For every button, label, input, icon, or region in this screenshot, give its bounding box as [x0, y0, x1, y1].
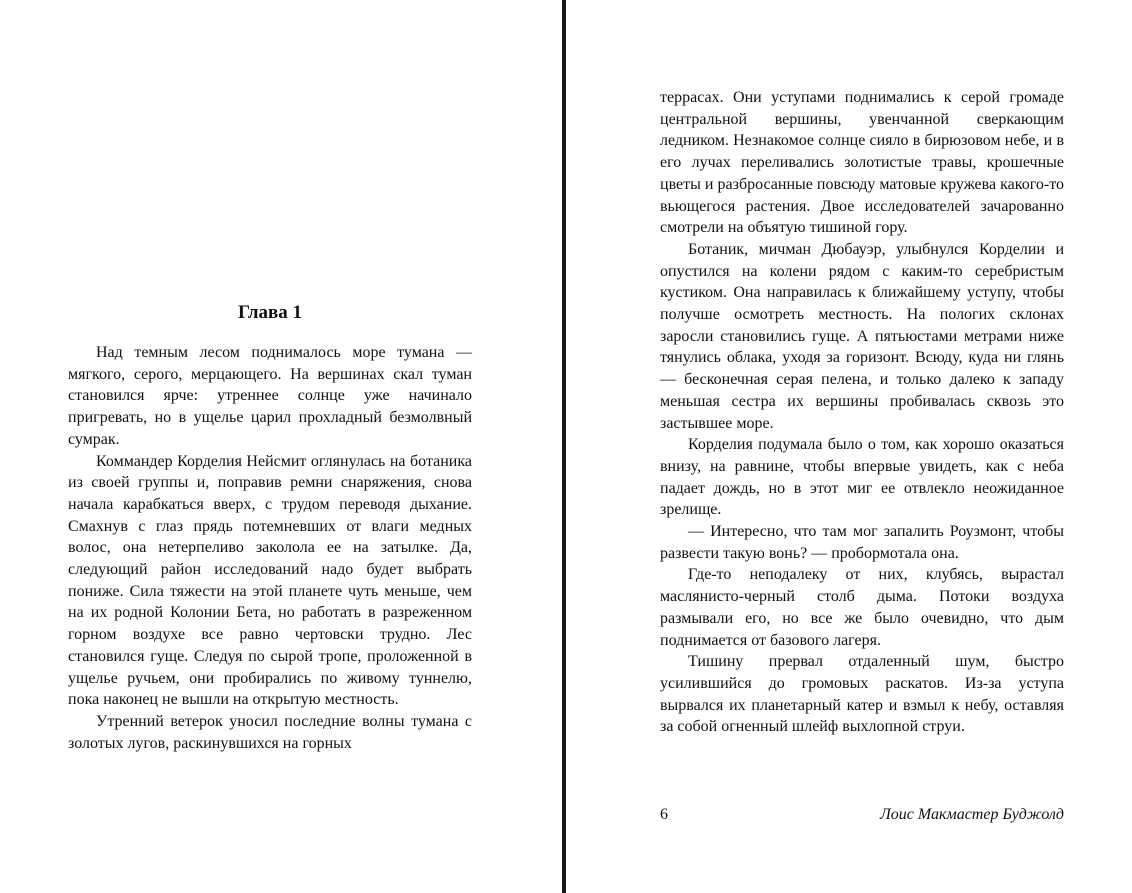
left-page-text — [68, 342, 472, 754]
right-page-text — [660, 87, 1064, 738]
page-number: 6 — [660, 806, 668, 823]
paragraph: террасах. Они уступами поднимались к серой громаде центральной вершины, увенчанной сверкающим ледником. Незнакомое солнце сияло в бирюзовом небе, и в его лучах переливались золотистые травы, крошечные цветы и разбросанные повсюду матовые кружева какого-то вьющегося растения. Двое исследователей зачарованно смотрели на объятую тишиной гору. — [660, 89, 1064, 237]
paragraph: Над темным лесом поднималось море тумана — мягкого, серого, мерцающего. На вершинах скал туман становился ярче: утреннее солнце уже начинало пригревать, но в ущелье царил прохладный безмолвный сумрак. — [68, 344, 472, 448]
running-author: Лоис Макмастер Буджолд — [879, 806, 1064, 823]
paragraph: Где-то неподалеку от них, клубясь, вырастал маслянисто-черный столб дыма. Потоки воздуха размывали его, но все же было очевидно, что дым поднимается от базового лагеря. — [660, 566, 1064, 649]
page-footer — [660, 803, 1064, 827]
paragraph: Ботаник, мичман Дюбауэр, улыбнулся Корделии и опустился на колени рядом с каким-то серебристым кустиком. Она направилась к ближайшему уступу, чтобы получше осмотреть местность. На пологих склонах заросли становились гуще. А пятьюстами метрами ниже тянулись облака, уходя за горизонт. Всюду, куда ни глянь — бесконечная серая пелена, и только далеко к западу меньшая сестра их вершины пробивалась сквозь это застывшее море. — [660, 240, 1064, 432]
paragraph: Тишину прервал отдаленный шум, быстро усилившийся до громовых раскатов. Из-за уступа вырвался их планетарный катер и взмыл к небу, оставляя за собой огненный шлейф выхлопной струи. — [660, 653, 1064, 736]
paragraph: Коммандер Корделия Нейсмит оглянулась на ботаника из своей группы и, поправив ремни снаряжения, снова начала карабкаться вверх, с трудом переводя дыхание. Смахнув с глаз прядь потемневших от влаги медных волос, она нетерпеливо заколола ее на затылке. Да, следующий район исследований надо будет выбрать пониже. Сила тяжести на этой планете чуть меньше, чем на их родной Колонии Бета, но работать в разреженном горном воздухе все равно чертовски трудно. Лес становился гуще. Следуя по сырой тропе, проложенной в ущелье ручьем, они пробирались по живому туннелю, пока наконец не вышли на открытую местность. — [68, 452, 472, 709]
book-spine — [562, 0, 566, 893]
paragraph: Утренний ветерок уносил последние волны тумана с золотых лугов, раскинувшихся на горных — [68, 712, 472, 752]
chapter-title: Глава 1 — [237, 302, 303, 323]
paragraph: Корделия подумала было о том, как хорошо оказаться внизу, на равнине, чтобы впервые увидеть, как с неба падает дождь, но в этот миг ее отвлекло неожиданное зрелище. — [660, 436, 1064, 519]
paragraph: — Интересно, что там мог запалить Роузмонт, чтобы развести такую вонь? — пробормотала она. — [660, 523, 1064, 562]
